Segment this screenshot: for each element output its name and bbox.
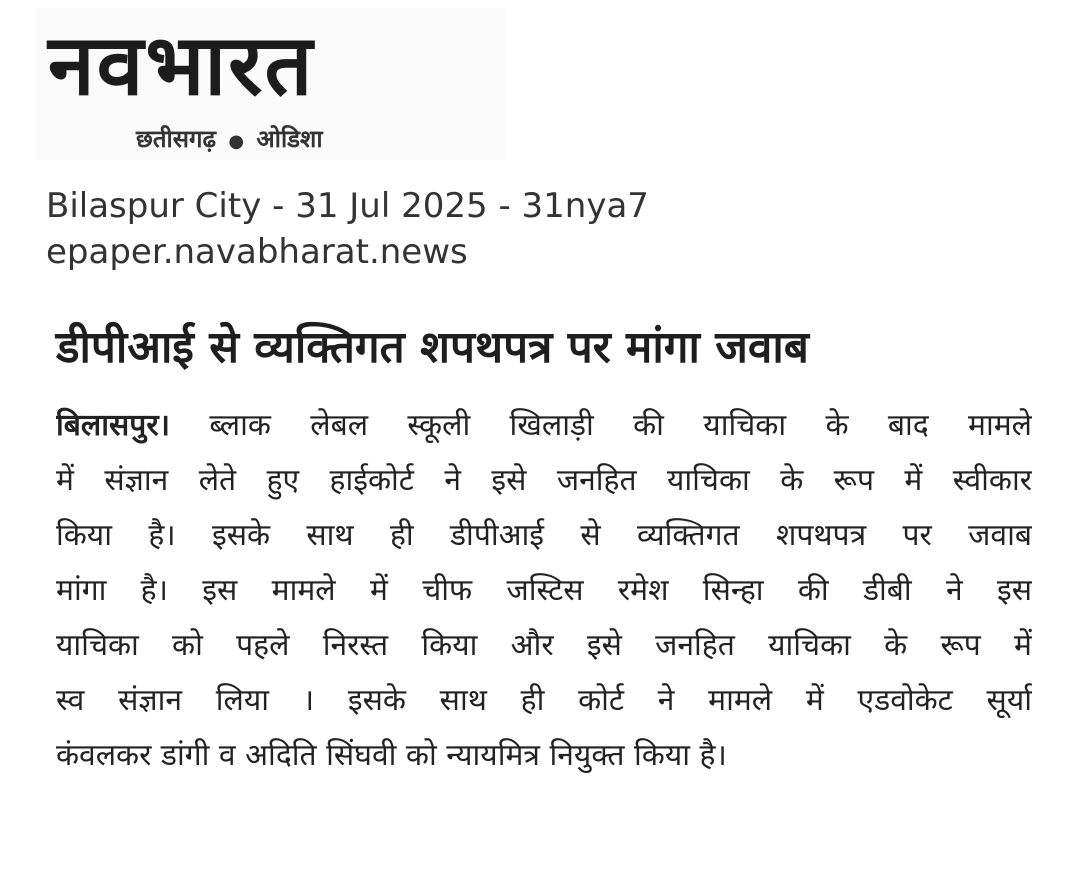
website-link[interactable]: epaper.navabharat.news — [46, 232, 468, 272]
article-line-2: में संज्ञान लेते हुए हाईकोर्ट ने इसे जनहित याचिका के रूप में स्वीकार — [56, 463, 1032, 498]
article-line-4: मांगा है। इस मामले में चीफ जस्टिस रमेश सिन्हा की डीबी ने इस — [56, 573, 1032, 608]
bullet-separator: ● — [228, 131, 245, 152]
region-odisha: ओडिशा — [256, 125, 323, 153]
article-line-1-text: ब्लाक लेबल स्कूली खिलाड़ी की याचिका के बाद मामले — [169, 408, 1032, 443]
article-body — [56, 398, 1032, 783]
article-line-7: कंवलकर डांगी व अदिति सिंघवी को न्यायमित्र नियुक्त किया है। — [56, 738, 727, 773]
edition-info: Bilaspur City - 31 Jul 2025 - 31nya7 — [46, 186, 649, 226]
masthead — [36, 8, 506, 160]
region-chhattisgarh: छतीसगढ़ — [136, 125, 216, 153]
newspaper-logo: नवभारत — [48, 16, 315, 114]
masthead-regions — [136, 124, 323, 157]
article-headline: डीपीआई से व्यक्तिगत शपथपत्र पर मांगा जवाब — [56, 322, 809, 373]
article-dateline: बिलासपुर। — [56, 408, 170, 443]
article-line-5: याचिका को पहले निरस्त किया और इसे जनहित याचिका के रूप में — [56, 628, 1032, 663]
article-line-3: किया है। इसके साथ ही डीपीआई से व्यक्तिगत शपथपत्र पर जवाब — [56, 518, 1032, 553]
article-line-1 — [56, 398, 1032, 453]
article-line-6: स्व संज्ञान लिया । इसके साथ ही कोर्ट ने मामले में एडवोकेट सूर्या — [56, 683, 1032, 718]
